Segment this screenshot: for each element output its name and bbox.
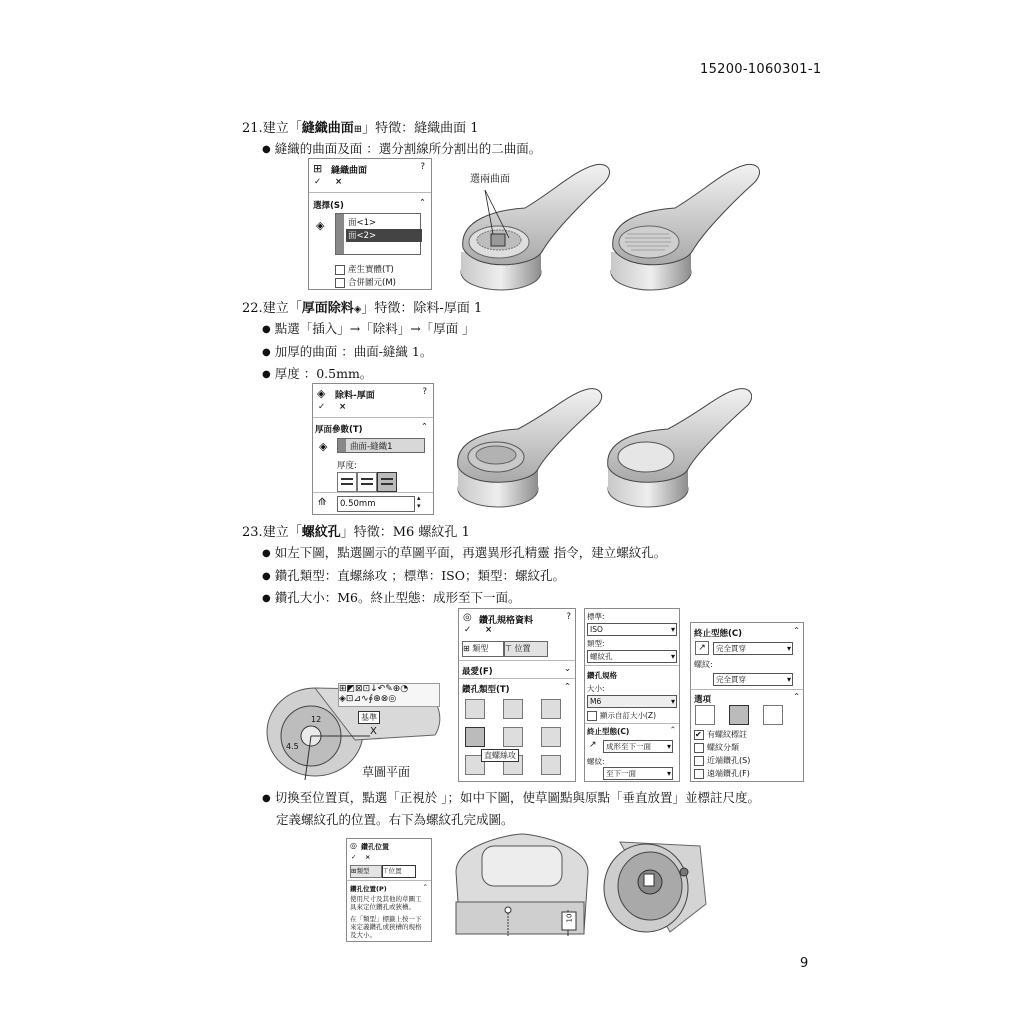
surface-field[interactable] [337, 438, 425, 453]
hole-wizard-icon: ◎ [463, 612, 472, 623]
hole-spec-panel [458, 608, 576, 782]
option-merge[interactable] [335, 276, 396, 288]
step-23-bullet-4: ● 切換至位置頁，點選「正視於 」；如中下圖，使草圖點與原點「垂直放置」並標註尺度。 [262, 788, 760, 806]
thicken-cut-panel [312, 383, 434, 515]
step-number: 23. [242, 525, 263, 540]
collapse-icon[interactable]: ⌃ [793, 626, 800, 635]
thicken-side1-button[interactable] [337, 472, 357, 492]
section-header[interactable]: 最愛(F) [462, 667, 493, 677]
countersink-button[interactable] [503, 699, 523, 719]
help-icon[interactable]: ? [422, 387, 427, 397]
step-23-bullet-3: ● 鑽孔大小：M6。終止型態：成形至下一面。 [262, 588, 521, 606]
divider [585, 665, 679, 666]
panel-title: 鑽孔位置 [361, 843, 389, 851]
dimension-label: 4.5 [286, 742, 299, 751]
thickness-input[interactable] [337, 496, 415, 512]
step-22-bullet-2: ● 加厚的曲面 ：曲面-縫織 1。 [262, 342, 432, 360]
size-select[interactable]: M6 ▾ [587, 695, 677, 708]
tab-position[interactable] [504, 641, 548, 657]
option-thread-class[interactable] [694, 742, 739, 753]
section-header[interactable]: 鑽孔類型(T) [462, 685, 510, 695]
standard-select[interactable]: ISO ▾ [587, 623, 677, 636]
step-23-heading [242, 521, 470, 540]
option-create-solid[interactable] [335, 263, 394, 275]
straight-tap-button[interactable] [465, 727, 485, 747]
step-23-bullet-1: ● 如左下圖，點選圖示的草圖平面，再選異形孔精靈 指令，建立螺紋孔。 [262, 543, 666, 561]
help-text: 在「類型」標籤上按一下來定義鑽孔或狹槽的規格及大小。 [350, 915, 422, 939]
ok-button[interactable]: ✓ [318, 402, 326, 412]
tab-position[interactable] [382, 865, 416, 878]
tab-type[interactable] [462, 641, 504, 657]
toolbar-icons[interactable]: ⊞◩⊠⊡↓↶✎⊕◔ [339, 684, 409, 694]
panel-title: 縫織曲面 [331, 166, 368, 176]
thicken-cut-icon: ◈ [353, 304, 362, 315]
divider [691, 689, 803, 690]
tab-label: 類型 [356, 867, 370, 875]
collapse-icon[interactable]: ⌃ [793, 692, 800, 701]
faces-icon: ◈ [316, 219, 325, 232]
tab-label: 類型 [472, 644, 489, 653]
cancel-button[interactable]: × [335, 177, 343, 187]
surface-icon: ◈ [319, 440, 328, 453]
document-id: 15200-1060301-1 [700, 62, 822, 77]
option-thread-callout[interactable] [694, 729, 747, 740]
step-22-heading [242, 297, 482, 316]
step-pre: 建立「 [262, 301, 302, 316]
tab-label: 位置 [514, 644, 531, 653]
section-header[interactable]: 終止型態(C) [694, 629, 743, 639]
list-marker [336, 214, 344, 254]
dimension-label: 10 [565, 913, 574, 923]
option-label: 遠端鑽孔(F) [707, 769, 750, 778]
step-pre: 建立「 [262, 525, 302, 540]
option-label: 有螺紋標註 [707, 730, 747, 739]
step-21-heading [242, 117, 479, 136]
tab-icon: ⊞ [463, 644, 473, 653]
step-21-bullet-1: ● 縫織的曲面及面 ：選分割線所分割出的二曲面。 [262, 139, 541, 157]
hole-standard-panel [584, 608, 680, 782]
thicken-side2-button[interactable] [357, 472, 377, 492]
cancel-button[interactable]: × [485, 625, 493, 635]
step-number: 22. [242, 301, 263, 316]
step-22-bullet-3: ● 厚度 ：0.5mm。 [262, 364, 372, 382]
hole-position-panel [346, 838, 432, 942]
direction-icon[interactable]: ↗ [695, 641, 709, 655]
legacy-hole-button[interactable] [541, 727, 561, 747]
handle-figure-left [458, 389, 602, 507]
step-post: 」特徵：縫織曲面 1 [362, 121, 479, 136]
thread-label: 螺紋: [587, 757, 605, 766]
thread-label: 螺紋: [694, 660, 713, 669]
option-far-side[interactable] [694, 768, 750, 779]
thickness-icon: ⟰ [318, 497, 327, 508]
option-near-side[interactable] [694, 755, 750, 766]
tab-icon: ⊤ [383, 867, 389, 875]
panel-title: 鑽孔規格資料 [479, 616, 534, 626]
figure-annotation: 選兩曲面 [470, 174, 510, 185]
handle-figure-right [611, 164, 760, 290]
section-header[interactable]: 選項 [694, 695, 712, 705]
step-pre: 建立「 [262, 121, 302, 136]
help-text: 使用尺寸及其他的草圖工具來定位鑽孔或狹槽。 [350, 895, 422, 911]
option-label: 顯示自訂大小(Z) [600, 711, 656, 720]
tapered-tap-button[interactable] [503, 727, 523, 747]
section-header[interactable]: 鑽孔規格 [587, 671, 617, 680]
collapse-icon[interactable]: ⌃ [669, 725, 676, 734]
size-label: 大小: [587, 684, 605, 693]
front-view-figure [452, 832, 592, 942]
option-label: 產生實體(T) [348, 265, 394, 275]
handle-figure-right [608, 389, 752, 507]
surface-value: 曲面-縫織1 [350, 442, 393, 452]
step-number: 21. [242, 121, 263, 136]
remove-thread-button[interactable] [763, 705, 783, 725]
counterbore-button[interactable] [465, 699, 485, 719]
hole-button[interactable] [541, 699, 561, 719]
step-23-bullet-4-cont [276, 810, 514, 828]
list-item[interactable]: 面<1> [348, 218, 377, 228]
axis-label: X [370, 726, 377, 737]
dimension-label: 12 [311, 715, 322, 724]
end-condition-panel [690, 622, 804, 782]
cancel-button[interactable]: × [339, 402, 347, 412]
divider [459, 678, 575, 679]
cancel-button[interactable]: × [365, 853, 371, 861]
countersink-slot-button[interactable] [541, 755, 561, 775]
collapse-icon[interactable]: ⌃ [422, 883, 428, 891]
divider [313, 417, 433, 418]
step-post: 」特徵：M6 螺紋孔 1 [340, 525, 470, 540]
section-header[interactable]: 選擇(S) [313, 201, 344, 211]
divider [309, 192, 431, 193]
step-23-bullet-2: ● 鑽孔類型：直螺絲攻 ；標準：ISO；類型：螺紋孔。 [262, 566, 565, 584]
step-22-bullet-1: ● 點選「插入」→「除料」→「厚面 」 [262, 319, 475, 337]
list-item[interactable]: 面<2> [346, 229, 422, 242]
thicken-cut-icon: ◈ [317, 387, 326, 400]
divider [585, 723, 679, 724]
tooltip: 直螺絲攻 [481, 749, 519, 762]
figure-label: 草圖平面 [362, 765, 411, 779]
thickness-value: 0.50mm [340, 499, 376, 509]
tab-icon: ⊤ [505, 644, 515, 653]
section-header[interactable]: 鑽孔位置(P) [350, 885, 387, 893]
help-icon[interactable]: ? [566, 612, 571, 622]
section-header[interactable]: 終止型態(C) [587, 727, 630, 736]
ok-button[interactable]: ✓ [464, 625, 472, 635]
divider [313, 492, 433, 493]
knit-icon: ⊞ [353, 124, 363, 135]
type-label: 類型: [587, 639, 605, 648]
thicken-both-button[interactable] [377, 472, 397, 492]
expand-icon[interactable]: ⌄ [563, 664, 571, 674]
option-label: 合併圖元(M) [348, 278, 396, 288]
divider [347, 880, 431, 881]
collapse-icon[interactable]: ⌃ [563, 682, 571, 692]
thread-select[interactable]: 完全貫穿 ▾ [713, 673, 793, 686]
field-marker [338, 439, 346, 452]
knit-surface-panel [308, 158, 432, 290]
spinner-icon[interactable]: ▴ ▾ [417, 494, 421, 510]
ok-button[interactable]: ✓ [314, 177, 322, 187]
completed-hole-figure [600, 832, 710, 942]
feature-name: 縫織曲面 [301, 121, 354, 136]
feature-name: 螺紋孔 [301, 525, 341, 540]
divider [459, 660, 575, 661]
collapse-icon[interactable]: ⌃ [420, 422, 428, 432]
thread-select[interactable]: 至下一面 ▾ [603, 767, 673, 780]
section-header[interactable]: 厚面參數(T) [315, 425, 363, 435]
option-label: 近端鑽孔(S) [707, 756, 751, 765]
help-icon[interactable]: ? [420, 162, 425, 172]
tab-icon: ⊞ [351, 867, 357, 875]
ok-button[interactable]: ✓ [351, 853, 357, 861]
toolbar-icons[interactable]: ◈⊡⊿∿∮⊕⊗◎ [339, 694, 397, 704]
knit-icon: ⊞ [313, 162, 323, 175]
thread-option-button[interactable] [695, 705, 715, 725]
sketch-toolbar[interactable] [338, 683, 440, 707]
option-label: 螺紋分類 [707, 743, 739, 752]
step-post: 」特徵：除料-厚面 1 [361, 301, 483, 316]
end-condition-select[interactable]: 完全貫穿 ▾ [713, 642, 793, 655]
tab-type[interactable] [350, 865, 382, 878]
custom-size-option[interactable] [587, 710, 656, 721]
thickness-label: 厚度: [337, 461, 357, 471]
cosmetic-thread-button[interactable] [729, 705, 749, 725]
faces-list[interactable] [335, 213, 421, 255]
feature-name: 厚面除料 [301, 301, 354, 316]
bullet-text: 定義螺紋孔的位置。右下為螺紋孔完成圖。 [276, 812, 514, 827]
tooltip: 基準 [358, 711, 380, 724]
panel-title: 除料-厚面 [335, 391, 375, 401]
end-condition-select[interactable]: 成形至下一面 ▾ [603, 740, 673, 753]
type-select[interactable]: 螺紋孔 ▾ [587, 650, 677, 663]
direction-icon[interactable]: ↗ [589, 740, 597, 750]
standard-label: 標準: [587, 612, 605, 621]
handle-thicken-figures [452, 385, 752, 513]
tab-label: 位置 [388, 867, 402, 875]
hole-wizard-icon: ◎ [350, 841, 357, 850]
page-number: 9 [800, 956, 809, 971]
collapse-icon[interactable]: ⌃ [418, 198, 426, 208]
